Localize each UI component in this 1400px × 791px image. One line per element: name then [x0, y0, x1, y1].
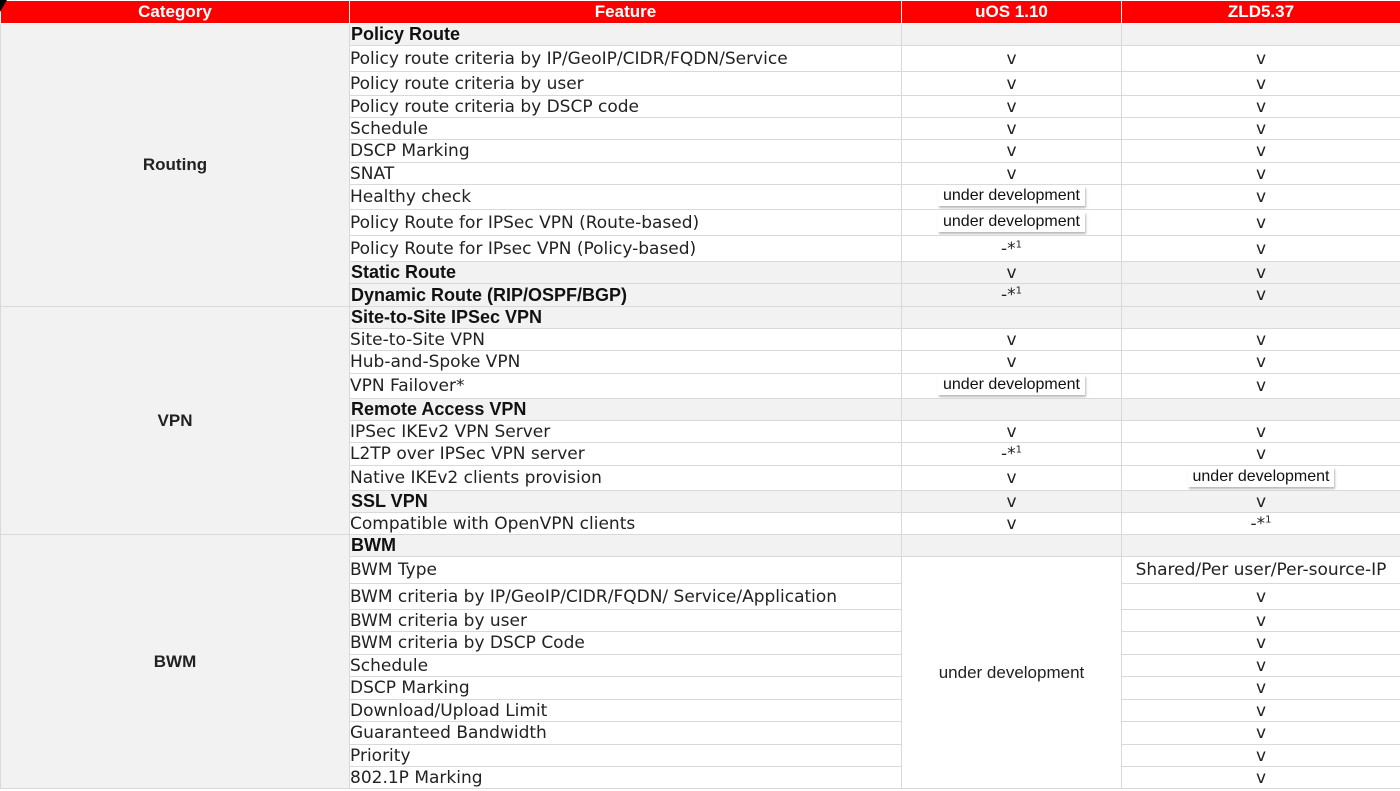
zld-value: v — [1122, 210, 1400, 236]
feature-label: Healthy check — [350, 185, 902, 210]
zld-value: v — [1122, 185, 1400, 210]
header-category: Category — [1, 1, 350, 24]
zld-value: v — [1122, 443, 1400, 466]
uos-value — [902, 307, 1122, 329]
zld-value: v — [1122, 632, 1400, 655]
zld-value: v — [1122, 118, 1400, 140]
group-row — [1, 535, 1400, 557]
footnote-value: -*$^1$ — [1250, 513, 1272, 534]
uos-value: v — [902, 140, 1122, 163]
zld-value: v — [1122, 46, 1400, 72]
feature-label: Site-to-Site VPN — [350, 329, 902, 351]
zld-value: v — [1122, 491, 1400, 513]
uos-value: v — [902, 46, 1122, 72]
uos-value — [902, 236, 1122, 262]
uos-value — [902, 535, 1122, 557]
feature-group-label: SSL VPN — [350, 491, 902, 513]
feature-label: Schedule — [350, 118, 902, 140]
zld-value — [1122, 24, 1400, 46]
feature-group-label: Static Route — [350, 262, 902, 284]
zld-value: v — [1122, 374, 1400, 399]
feature-group-label: Policy Route — [350, 24, 902, 46]
zld-value: v — [1122, 140, 1400, 163]
feature-group-label: Remote Access VPN — [350, 399, 902, 421]
uos-value: v — [902, 72, 1122, 96]
feature-label: Schedule — [350, 655, 902, 677]
zld-value: Shared/Per user/Per-source-IP — [1122, 557, 1400, 584]
feature-label: VPN Failover* — [350, 374, 902, 399]
uos-value — [902, 185, 1122, 210]
uos-value: v — [902, 262, 1122, 284]
feature-label: IPSec IKEv2 VPN Server — [350, 421, 902, 443]
zld-value — [1122, 399, 1400, 421]
group-row — [1, 307, 1400, 329]
header-feature: Feature — [350, 1, 902, 24]
zld-value: v — [1122, 284, 1400, 307]
footnote-value: -*$^1$ — [1000, 285, 1022, 305]
uos-value: v — [902, 163, 1122, 185]
feature-group-label: BWM — [350, 535, 902, 557]
zld-value — [1122, 535, 1400, 557]
under-development-label: under development — [1188, 467, 1335, 487]
feature-label: BWM criteria by DSCP Code — [350, 632, 902, 655]
zld-value: v — [1122, 163, 1400, 185]
footnote-value: -*$^1$ — [1000, 444, 1022, 464]
under-development-label: under development — [938, 186, 1085, 206]
footnote-marker: 1 — [1015, 285, 1022, 297]
zld-value: v — [1122, 677, 1400, 700]
footnote-marker: 1 — [1265, 513, 1272, 525]
footnote-marker: 1 — [1015, 444, 1022, 456]
category-routing: Routing — [1, 24, 350, 307]
feature-label: Compatible with OpenVPN clients — [350, 513, 902, 535]
header-zld: ZLD5.37 — [1122, 1, 1400, 24]
zld-value: v — [1122, 96, 1400, 118]
feature-label: BWM criteria by user — [350, 610, 902, 632]
category-vpn: VPN — [1, 307, 350, 535]
feature-label: Guaranteed Bandwidth — [350, 722, 902, 745]
feature-label: Native IKEv2 clients provision — [350, 466, 902, 491]
uos-value: v — [902, 466, 1122, 491]
zld-value: v — [1122, 584, 1400, 610]
uos-value — [902, 24, 1122, 46]
uos-value: v — [902, 329, 1122, 351]
feature-label: 802.1P Marking — [350, 767, 902, 789]
zld-value: v — [1122, 700, 1400, 722]
feature-label: Hub-and-Spoke VPN — [350, 351, 902, 374]
zld-value: v — [1122, 262, 1400, 284]
feature-label: BWM Type — [350, 557, 902, 584]
zld-value: v — [1122, 655, 1400, 677]
zld-value: v — [1122, 767, 1400, 789]
footnote-value: -*$^1$ — [1000, 238, 1022, 259]
feature-label: Policy Route for IPSec VPN (Route-based) — [350, 210, 902, 236]
header-uos: uOS 1.10 — [902, 1, 1122, 24]
uos-value — [902, 284, 1122, 307]
under-development-label: under development — [938, 375, 1085, 395]
feature-label: BWM criteria by IP/GeoIP/CIDR/FQDN/ Service/Application — [350, 584, 902, 610]
feature-group-label: Dynamic Route (RIP/OSPF/BGP) — [350, 284, 902, 307]
uos-value: v — [902, 118, 1122, 140]
uos-value: v — [902, 421, 1122, 443]
feature-label: DSCP Marking — [350, 677, 902, 700]
uos-value — [902, 210, 1122, 236]
zld-value: v — [1122, 421, 1400, 443]
zld-value — [1122, 513, 1400, 535]
feature-label: Policy route criteria by DSCP code — [350, 96, 902, 118]
mouse-cursor-icon — [0, 0, 7, 12]
feature-label: DSCP Marking — [350, 140, 902, 163]
zld-value: v — [1122, 722, 1400, 745]
feature-label: Download/Upload Limit — [350, 700, 902, 722]
under-development-label: under development — [938, 212, 1085, 232]
uos-value — [902, 399, 1122, 421]
feature-label: Policy route criteria by IP/GeoIP/CIDR/FQDN/Service — [350, 46, 902, 72]
bwm-uos-merged-cell: under development — [902, 557, 1122, 789]
zld-value: v — [1122, 236, 1400, 262]
zld-value: v — [1122, 351, 1400, 374]
feature-label: Policy Route for IPsec VPN (Policy-based) — [350, 236, 902, 262]
uos-value: v — [902, 491, 1122, 513]
feature-group-label: Site-to-Site IPSec VPN — [350, 307, 902, 329]
feature-label: L2TP over IPSec VPN server — [350, 443, 902, 466]
zld-value — [1122, 307, 1400, 329]
group-row — [1, 24, 1400, 46]
zld-value: v — [1122, 329, 1400, 351]
uos-value — [902, 443, 1122, 466]
uos-value: v — [902, 513, 1122, 535]
zld-value: v — [1122, 72, 1400, 96]
footnote-marker: 1 — [1015, 238, 1022, 250]
feature-label: SNAT — [350, 163, 902, 185]
category-bwm: BWM — [1, 535, 350, 789]
zld-value — [1122, 466, 1400, 491]
header-row — [1, 1, 1400, 24]
feature-label: Policy route criteria by user — [350, 72, 902, 96]
feature-label: Priority — [350, 745, 902, 767]
zld-value: v — [1122, 610, 1400, 632]
uos-value — [902, 374, 1122, 399]
uos-value: v — [902, 351, 1122, 374]
zld-value: v — [1122, 745, 1400, 767]
uos-value: v — [902, 96, 1122, 118]
